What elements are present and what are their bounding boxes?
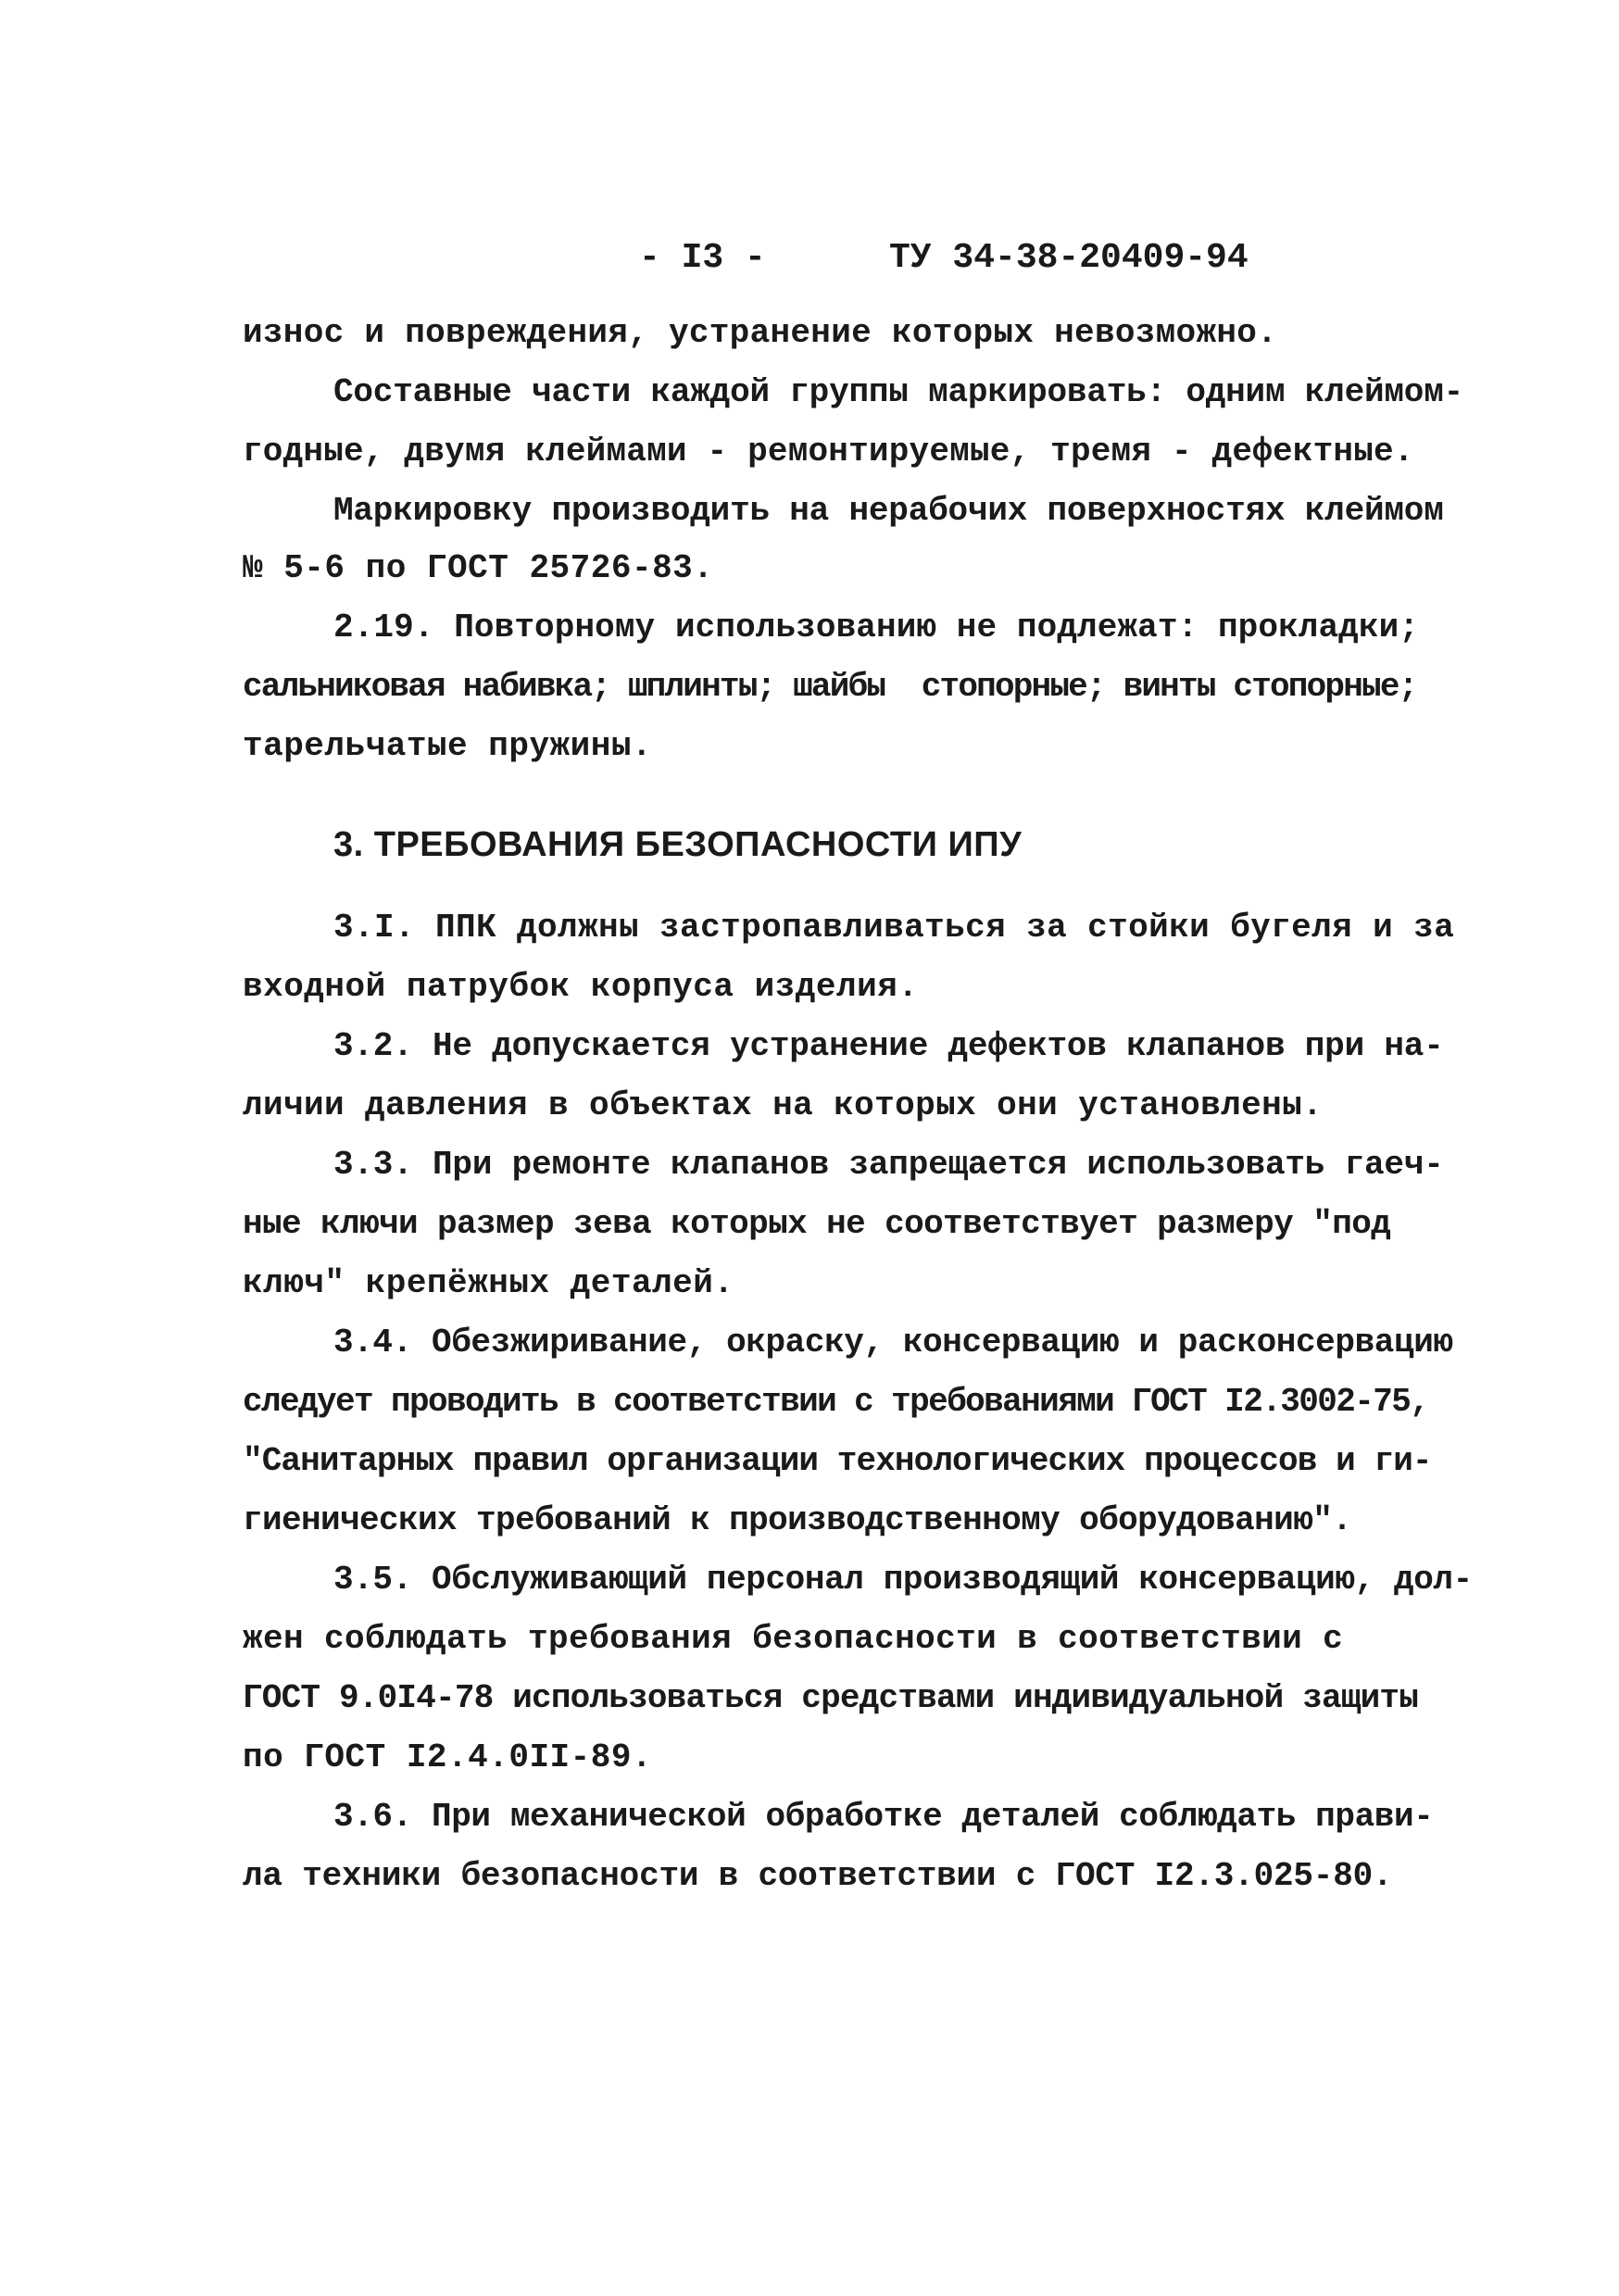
document-code: ТУ 34-38-20409-94 xyxy=(889,238,1249,278)
page-number: - I3 - xyxy=(639,238,766,278)
text-line: по ГОСТ I2.4.0II-89. xyxy=(243,1738,653,1776)
text-line: № 5-6 по ГОСТ 25726-83. xyxy=(243,549,714,587)
text-line: годные, двумя клеймами - ремонтируемые, тремя - дефектные. xyxy=(243,433,1414,470)
text-line: 2.19. Повторному использованию не подлежат: прокладки; xyxy=(333,609,1419,646)
text-line: гиенических требований к производственному оборудованию". xyxy=(243,1501,1352,1539)
section-heading: 3. ТРЕБОВАНИЯ БЕЗОПАСНОСТИ ИПУ xyxy=(333,825,1023,864)
text-line: жен соблюдать требования безопасности в соответствии с xyxy=(243,1620,1344,1658)
text-line: следует проводить в соответствии с требованиями ГОСТ I2.3002-75, xyxy=(243,1383,1429,1421)
text-line: 3.I. ППК должны застропавливаться за стойки бугеля и за xyxy=(333,909,1455,947)
text-line: Маркировку производить на нерабочих поверхностях клеймом xyxy=(333,492,1444,530)
text-line: личии давления в объектах на которых они установлены. xyxy=(243,1086,1324,1124)
text-line: Составные части каждой группы маркировать: одним клеймом- xyxy=(333,373,1464,411)
text-line: сальниковая набивка; шплинты; шайбы стопорные; винты стопорные; xyxy=(243,668,1417,706)
text-line: 3.2. Не допускается устранение дефектов клапанов при на- xyxy=(333,1027,1444,1065)
text-line: 3.3. При ремонте клапанов запрещается использовать гаеч- xyxy=(333,1146,1444,1184)
text-line: ла техники безопасности в соответствии с ГОСТ I2.3.025-80. xyxy=(243,1857,1393,1895)
text-line: 3.5. Обслуживающий персонал производящий консервацию, дол- xyxy=(333,1561,1473,1599)
text-line: износ и повреждения, устранение которых невозможно. xyxy=(243,314,1278,352)
text-line: 3.6. При механической обработке деталей соблюдать прави- xyxy=(333,1798,1434,1836)
text-line: 3.4. Обезжиривание, окраску, консервацию и расконсервацию xyxy=(333,1324,1453,1361)
text-line: тарельчатые пружины. xyxy=(243,727,653,765)
text-line: "Санитарных правил организации технологических процессов и ги- xyxy=(243,1442,1432,1480)
text-line: ключ" крепёжных деталей. xyxy=(243,1264,734,1302)
text-line: ГОСТ 9.0I4-78 использоваться средствами индивидуальной защиты xyxy=(243,1679,1419,1717)
text-line: входной патрубок корпуса изделия. xyxy=(243,968,919,1006)
text-line: ные ключи размер зева которых не соответствует размеру "под xyxy=(243,1205,1391,1243)
